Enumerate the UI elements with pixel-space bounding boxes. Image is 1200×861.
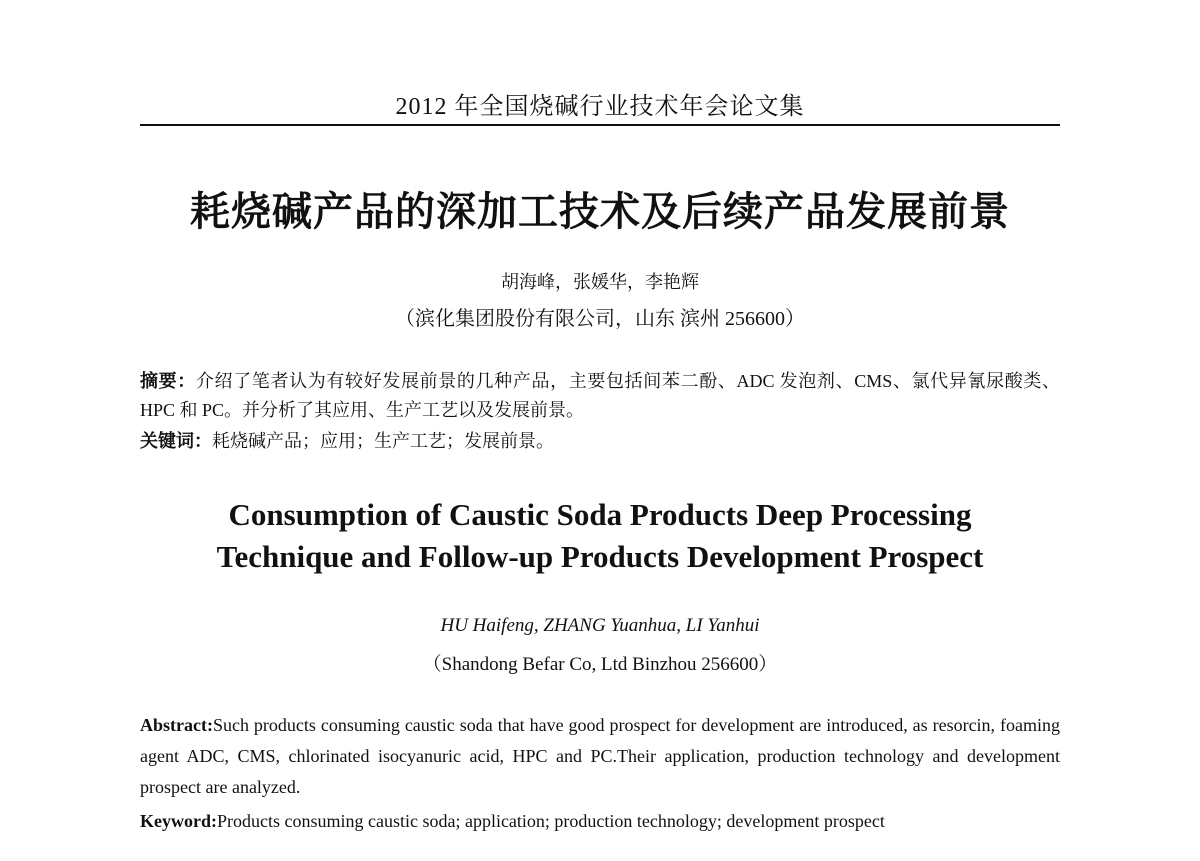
chinese-abstract-label: 摘要： — [140, 371, 196, 392]
chinese-affiliation: （滨化集团股份有限公司，山东 滨州 256600） — [395, 308, 805, 330]
english-affiliation: （Shandong Befar Co, Ltd Binzhou 256600） — [422, 654, 778, 675]
chinese-abstract — [140, 367, 1060, 425]
english-keywords — [140, 806, 1060, 837]
chinese-abstract-text: 介绍了笔者认为有较好发展前景的几种产品，主要包括间苯二酚、ADC 发泡剂、CMS、氯代异氰尿酸类、HPC 和 PC。并分析了其应用、生产工艺以及发展前景。 — [140, 371, 1060, 420]
header-rule — [140, 124, 1060, 126]
english-abstract-label: Abstract: — [140, 715, 213, 735]
english-abstract — [140, 710, 1060, 803]
english-keyword-text: Products consuming caustic soda; application; production technology; development prospect — [216, 811, 885, 831]
english-title-line-2: Technique and Follow-up Products Development Prospect — [216, 539, 984, 574]
english-authors: HU Haifeng, ZHANG Yuanhua, LI Yanhui — [440, 615, 760, 636]
english-title — [140, 494, 1060, 578]
chinese-title: 耗烧碱产品的深加工技术及后续产品发展前景 — [190, 189, 1010, 235]
chinese-keywords-label: 关键词： — [140, 431, 212, 452]
chinese-keywords-text: 耗烧碱产品；应用；生产工艺；发展前景。 — [212, 431, 554, 451]
chinese-authors: 胡海峰，张媛华，李艳辉 — [501, 272, 699, 292]
running-header: 2012 年全国烧碱行业技术年会论文集 — [395, 94, 805, 120]
chinese-keywords — [140, 427, 1060, 456]
english-title-line-1: Consumption of Caustic Soda Products Deep Processing — [228, 497, 972, 532]
english-abstract-text: Such products consuming caustic soda that have good prospect for development are introduced, as resorcin, foaming agent ADC, CMS, chlorinated isocyanuric acid, HPC and PC.Their application, production technology and development prospect are analyzed. — [140, 715, 1060, 797]
english-keyword-label: Keyword: — [140, 811, 217, 831]
